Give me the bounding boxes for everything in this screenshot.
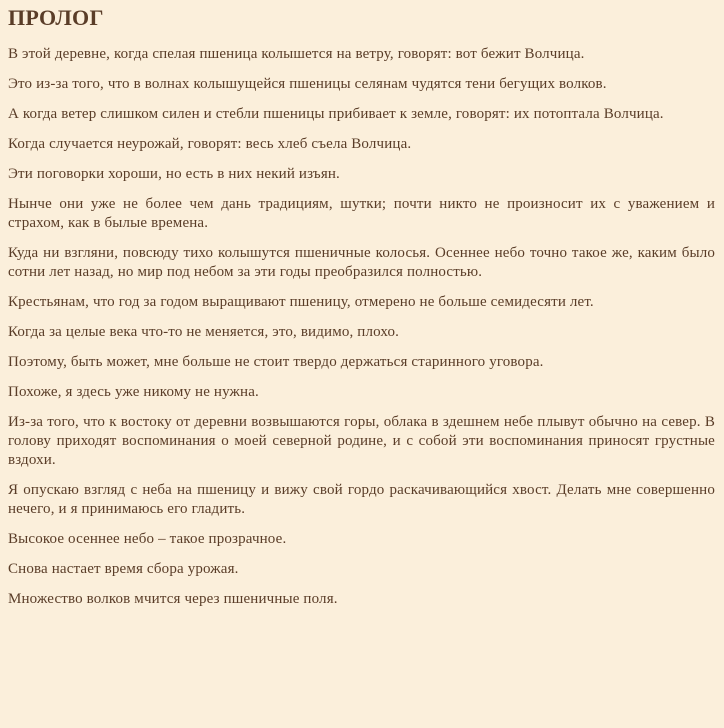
paragraph: Похоже, я здесь уже никому не нужна.	[8, 384, 259, 400]
paragraph: Я опускаю взгляд с неба на пшеницу и вижу свой гордо раскачивающийся хвост. Делать мне совершенно нечего, и я принимаюсь его гладить.	[8, 482, 715, 517]
paragraph: Поэтому, быть может, мне больше не стоит твердо держаться старинного уговора.	[8, 354, 544, 370]
paragraph: Нынче они уже не более чем дань традициям, шутки; почти никто не произносит их с уважением и страхом, как в былые времена.	[8, 196, 715, 231]
paragraph: Это из-за того, что в волнах колышущейся пшеницы селянам чудятся тени бегущих волков.	[8, 76, 607, 92]
paragraph: Когда за целые века что-то не меняется, это, видимо, плохо.	[8, 324, 400, 340]
paragraph: В этой деревне, когда спелая пшеница колышется на ветру, говорят: вот бежит Волчица.	[8, 46, 585, 62]
paragraph: Крестьянам, что год за годом выращивают пшеницу, отмерено не больше семидесяти лет.	[8, 294, 594, 310]
paragraph: Эти поговорки хороши, но есть в них некий изъян.	[8, 166, 340, 182]
chapter-body	[8, 45, 715, 609]
paragraph: Куда ни взгляни, повсюду тихо колышутся пшеничные колосья. Осеннее небо точно такое же, каким было сотни лет назад, но мир под небом за эти годы преобразился полностью.	[8, 245, 715, 280]
paragraph: Когда случается неурожай, говорят: весь хлеб съела Волчица.	[8, 136, 412, 152]
paragraph: Множество волков мчится через пшеничные поля.	[8, 591, 338, 607]
paragraph: Снова настает время сбора урожая.	[8, 561, 239, 577]
paragraph: Из-за того, что к востоку от деревни возвышаются горы, облака в здешнем небе плывут обычно на север. В голову приходят воспоминания о моей северной родине, и с собой эти воспоминания приносят грустные вздохи.	[8, 414, 715, 468]
chapter-title: ПРОЛОГ	[8, 5, 104, 30]
paragraph: А когда ветер слишком силен и стебли пшеницы прибивает к земле, говорят: их потоптала Волчица.	[8, 106, 664, 122]
paragraph: Высокое осеннее небо – такое прозрачное.	[8, 531, 287, 547]
